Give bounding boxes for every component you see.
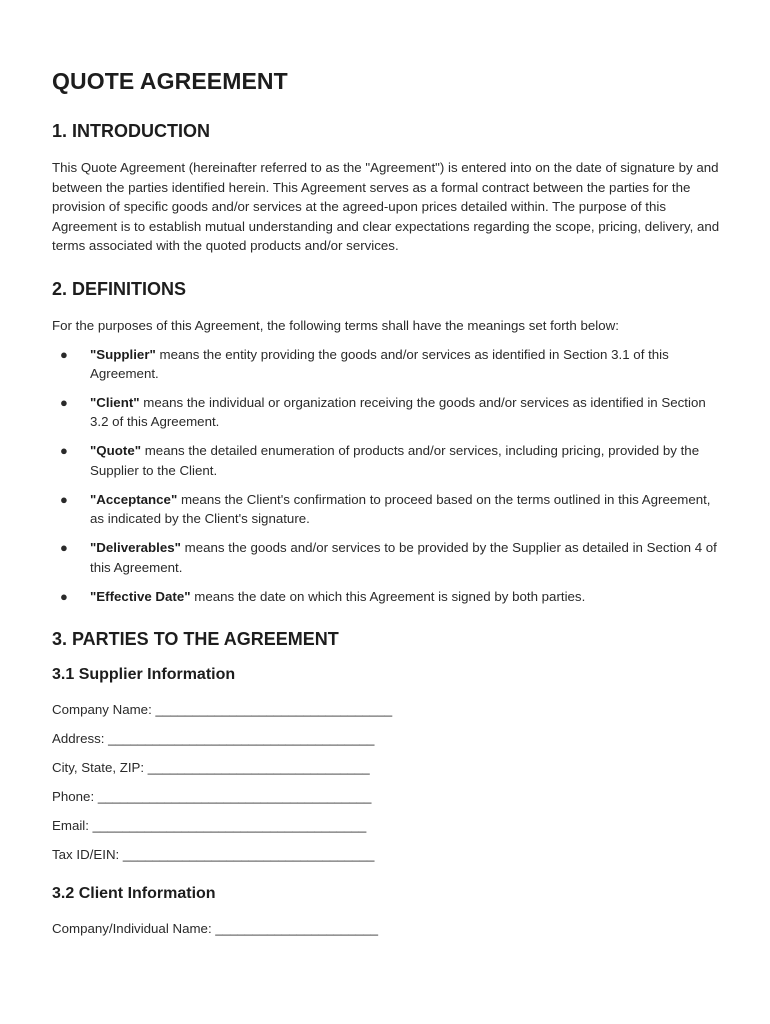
definition-term: "Quote" xyxy=(90,443,142,459)
client-heading: 3.2 Client Information xyxy=(52,885,216,902)
definition-item xyxy=(52,587,720,606)
section-introduction xyxy=(52,121,720,256)
definitions-intro: For the purposes of this Agreement, the following terms shall have the meanings set forth below: xyxy=(52,317,619,333)
bullet-icon: ● xyxy=(60,443,68,459)
client-name-field: Company/Individual Name: ______________________ xyxy=(52,921,379,936)
supplier-city-state-zip-field: City, State, ZIP: ______________________________ xyxy=(52,760,370,775)
bullet-icon: ● xyxy=(60,540,68,556)
document-title: QUOTE AGREEMENT xyxy=(52,68,288,94)
bullet-icon: ● xyxy=(60,346,68,362)
definition-term: "Acceptance" xyxy=(90,491,178,507)
definition-term: "Client" xyxy=(90,394,140,410)
definition-item xyxy=(52,490,720,529)
definition-text: means the entity providing the goods and/or services as identified in Section 3.1 of this Agreement. xyxy=(90,346,669,381)
supplier-phone-field: Phone: _____________________________________ xyxy=(52,789,372,804)
definition-text: means the Client's confirmation to proceed based on the terms outlined in this Agreement, as indicated by the Client's signature. xyxy=(90,491,711,527)
supplier-tax-id-field: Tax ID/EIN: __________________________________ xyxy=(52,847,375,862)
parties-heading: 3. PARTIES TO THE AGREEMENT xyxy=(52,629,339,649)
section-definitions xyxy=(52,279,720,606)
document-page xyxy=(52,68,720,961)
supplier-company-name-field: Company Name: ________________________________ xyxy=(52,702,393,717)
supplier-heading: 3.1 Supplier Information xyxy=(52,666,236,683)
definition-text: means the date on which this Agreement is signed by both parties. xyxy=(190,588,586,604)
definition-item xyxy=(52,393,720,432)
definition-item xyxy=(52,538,720,577)
bullet-icon: ● xyxy=(60,588,68,604)
supplier-email-field: Email: _____________________________________ xyxy=(52,818,367,833)
definition-text: means the goods and/or services to be provided by the Supplier as detailed in Section 4 of this Agreement. xyxy=(90,540,717,575)
supplier-info xyxy=(52,666,720,864)
introduction-body: This Quote Agreement (hereinafter referred to as the "Agreement") is entered into on the date of signature by and between the parties identified herein. This Agreement serves as a formal contract between the parties for the provision of specific goods and/or services at the agreed-upon prices detailed within. The purpose of this Agreement is to establish mutual understanding and clear expectations regarding the scope, pricing, delivery, and terms associated with the quoted products and/or services. xyxy=(52,160,720,254)
definition-term: "Deliverables" xyxy=(90,540,181,556)
definition-term: "Supplier" xyxy=(90,346,156,362)
bullet-icon: ● xyxy=(60,394,68,410)
definition-item xyxy=(52,441,720,480)
definitions-list xyxy=(52,345,720,606)
supplier-address-field: Address: ____________________________________ xyxy=(52,731,375,746)
section-parties xyxy=(52,629,720,938)
client-info xyxy=(52,885,720,938)
definition-item xyxy=(52,345,720,384)
definition-text: means the detailed enumeration of products and/or services, including pricing, provided by the Supplier to the Client. xyxy=(90,443,700,478)
introduction-heading: 1. INTRODUCTION xyxy=(52,121,211,141)
bullet-icon: ● xyxy=(60,491,68,507)
definition-term: "Effective Date" xyxy=(90,588,191,604)
definitions-heading: 2. DEFINITIONS xyxy=(52,278,187,299)
definition-text: means the individual or organization receiving the goods and/or services as identified in Section 3.2 of this Agreement. xyxy=(90,394,706,430)
